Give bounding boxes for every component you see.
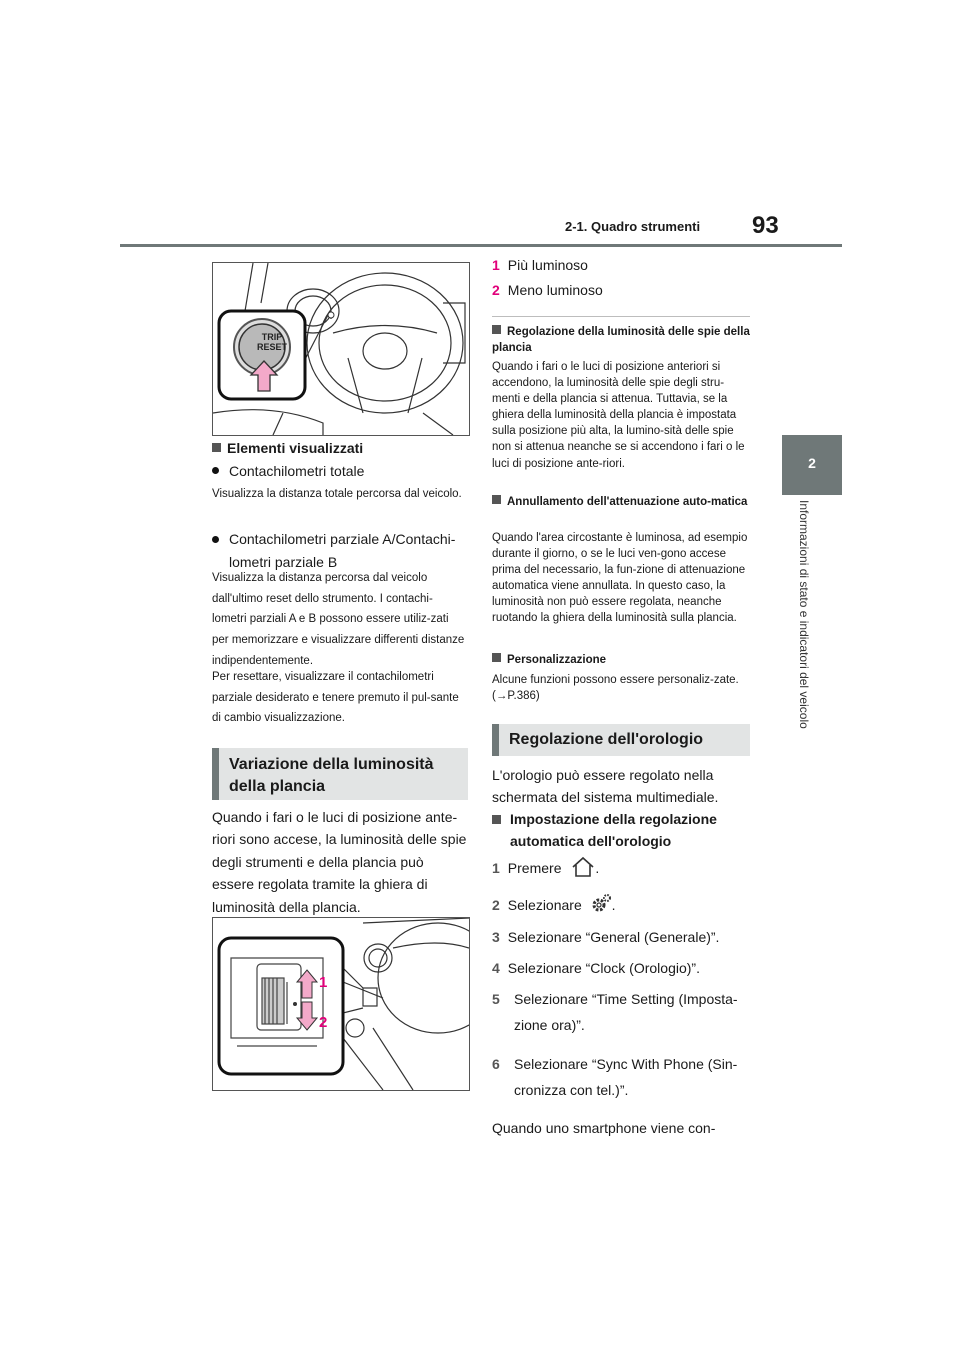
chapter-number: 2 — [808, 455, 816, 471]
divider — [492, 316, 750, 317]
step-number: 1 — [492, 860, 500, 876]
auto-dimming-paragraph: Quando l'area circostante è luminosa, ad esempio durante il giorno, o se le luci ven-gono accese prima del necessario, la fun-zione di attenuazione automatica viene annullata. In questo caso, la luminosità non può essere regolata, neanche ruotando la ghiera della luminosità sulla plancia. — [492, 532, 748, 625]
step-2 — [492, 893, 616, 917]
step-3 — [492, 926, 719, 949]
step-5 — [492, 987, 754, 1039]
dashboard-trip-reset-illustration — [212, 262, 470, 436]
heading-auto-clock — [492, 808, 750, 853]
heading-text: Personalizzazione — [507, 654, 607, 666]
brightness-paragraph: Quando i fari o le luci di posizione ante-riori sono accese, la luminosità delle spie degli strumenti e della plancia può essere regolata tramite la ghiera di luminosità della plancia. — [212, 809, 467, 915]
heading-displayed-items — [212, 440, 363, 456]
square-bullet-icon — [212, 443, 221, 452]
press-arrow-icon — [249, 359, 279, 393]
square-bullet-icon — [492, 653, 501, 662]
header-rule — [120, 244, 842, 247]
square-bullet-icon — [492, 495, 501, 504]
item-brighter — [492, 254, 588, 277]
heading-indicator-brightness — [492, 324, 750, 356]
step-text: Selezionare “General (Generale)”. — [507, 929, 720, 945]
step-text: Premere — [507, 860, 562, 876]
square-bullet-icon — [492, 815, 501, 824]
bullet-text: Contachilometri parziale A/Contachi-lometri parziale B — [229, 531, 456, 570]
chapter-title-text: Informazioni di stato e indicatori del veicolo — [797, 500, 811, 729]
indicator-brightness-paragraph: Quando i fari o le luci di posizione anteriori si accendono, la luminosità delle spie degli stru-menti e della plancia si attenua. Tuttavia, se la ghiera della luminosità della plancia è impostata sulla posizione più alta, la lumino-sità delle spie non si attenua neanche se si accendono i fari o le luci di posizione ante-riori. — [492, 361, 745, 470]
label-brighter: 1 — [319, 974, 328, 991]
step-6 — [492, 1052, 754, 1104]
odometer-description: Visualizza la distanza totale percorsa dal veicolo. — [212, 488, 462, 500]
section-title: 2-1. Quadro strumenti — [565, 219, 701, 234]
step-number: 3 — [492, 929, 500, 945]
step-number: 4 — [492, 960, 500, 976]
heading-text: Regolazione della luminosità delle spie della plancia — [492, 326, 750, 355]
item-dimmer — [492, 279, 603, 302]
banner-brightness: Variazione della luminosità della plancia — [212, 748, 468, 800]
item-text: Meno luminoso — [507, 282, 603, 298]
step-1 — [492, 856, 599, 880]
page-number: 93 — [752, 212, 779, 239]
step-text: Selezionare “Clock (Orologio)”. — [507, 960, 700, 976]
brightness-dial-illustration — [212, 917, 470, 1091]
step-number: 6 — [492, 1056, 500, 1072]
step-text: Selezionare “Sync With Phone (Sin-cronizza con tel.)”. — [514, 1056, 738, 1098]
step-text: Selezionare — [507, 897, 582, 913]
trip-meter-description: Visualizza la distanza percorsa dal veicolo dall'ultimo reset dello strumento. I contachi-lometri parziali A e B possono essere utiliz-zati per memorizzare e visualizzare differenti distanze indipendentemente. — [212, 572, 465, 667]
clock-intro: L'orologio può essere regolato nella schermata del sistema multimediale. — [492, 767, 719, 806]
bullet-icon — [212, 536, 219, 543]
customization-paragraph: Alcune funzioni possono essere personaliz-zate. (→P.386) — [492, 674, 739, 703]
step-number: 2 — [492, 897, 500, 913]
heading-customization — [492, 653, 606, 666]
chapter-title — [795, 500, 815, 770]
bullet-text: Contachilometri totale — [229, 463, 365, 479]
label-dimmer: 2 — [319, 1014, 328, 1031]
trip-label: TRIP — [261, 332, 283, 342]
step-suffix: . — [611, 897, 616, 913]
home-icon — [571, 856, 595, 878]
heading-text: Impostazione della regolazione automatica dell'orologio — [510, 811, 717, 850]
bullet-trip-meter — [212, 528, 468, 573]
heading-auto-dimming — [492, 494, 750, 510]
square-bullet-icon — [492, 325, 501, 334]
item-text: Più luminoso — [507, 257, 588, 273]
heading-text: Annullamento dell'attenuazione auto-matica — [507, 496, 748, 508]
step-suffix: . — [595, 860, 600, 876]
dial-line-drawing — [213, 918, 469, 1090]
item-number: 1 — [492, 257, 500, 273]
trip-reset-label — [235, 332, 309, 352]
reset-description: Per resettare, visualizzare il contachilometri parziale desiderato e tenere premuto il pul-sante di cambio visualizzazione. — [212, 671, 459, 725]
step-text: Selezionare “Time Setting (Imposta-zione ora)”. — [514, 991, 738, 1033]
bullet-icon — [212, 467, 219, 474]
settings-gear-icon — [590, 893, 612, 915]
banner-clock: Regolazione dell'orologio — [492, 724, 750, 756]
bullet-odometer — [212, 460, 364, 483]
item-number: 2 — [492, 282, 500, 298]
heading-text: Elementi visualizzati — [227, 440, 364, 456]
reset-label: RESET — [256, 342, 287, 352]
step-number: 5 — [492, 991, 500, 1007]
step-4 — [492, 957, 700, 980]
trailing-text: Quando uno smartphone viene con- — [492, 1120, 716, 1136]
